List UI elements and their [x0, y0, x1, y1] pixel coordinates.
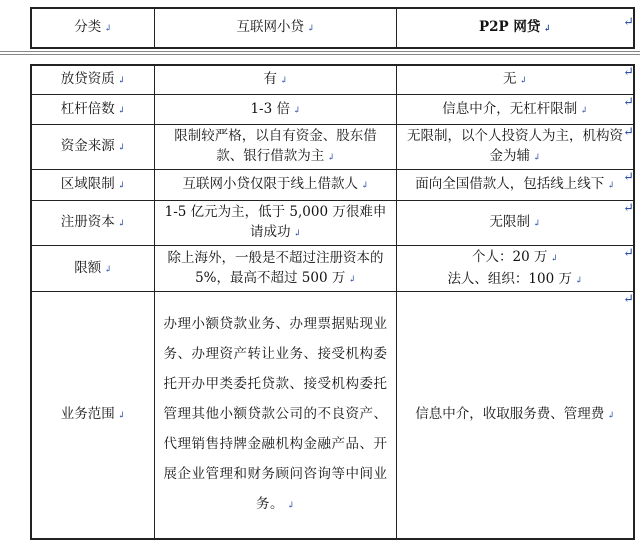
p2p-value: 信息中介，收取服务费、管理费 — [415, 406, 605, 422]
cell-end-mark: ↲ — [532, 219, 541, 229]
row-label: 杠杆倍数 — [60, 100, 115, 117]
row-end-mark: ↵ — [623, 201, 634, 216]
cell-end-mark: ↲ — [327, 153, 335, 163]
internet-loan-cell — [155, 170, 397, 201]
p2p-value: 信息中介，无杠杆限制 — [442, 100, 578, 117]
cell-end-mark: ↲ — [519, 76, 528, 86]
row-label-cell — [32, 292, 155, 539]
cell-end-mark: ↲ — [117, 143, 126, 153]
cell-end-mark: ↲ — [104, 264, 112, 275]
table-row — [32, 292, 634, 539]
header-category: 分类 — [74, 19, 102, 35]
cell-end-mark: ↲ — [117, 411, 126, 421]
header-col-b-cell — [397, 9, 634, 48]
row-label: 资金来源 — [60, 138, 115, 154]
header-category-cell — [32, 9, 155, 48]
cell-end-mark: ↲ — [117, 181, 126, 191]
p2p-value: 无 — [502, 71, 517, 87]
p2p-cell — [397, 170, 634, 201]
p2p-value: 面向全国借款人，包括线上线下 — [415, 176, 605, 192]
cell-end-mark: ↲ — [104, 24, 112, 34]
cell-end-mark: ↲ — [117, 105, 126, 116]
p2p-limit-individual — [401, 247, 629, 269]
table-row — [32, 66, 634, 95]
row-label-cell — [32, 246, 155, 292]
p2p-limit-individual-text: 个人：20 万 — [471, 248, 548, 265]
internet-loan-cell — [155, 246, 397, 292]
internet-loan-cell — [155, 125, 397, 170]
page-break-line — [0, 51, 640, 52]
p2p-cell — [397, 66, 634, 95]
internet-loan-cell — [155, 201, 397, 246]
cell-end-mark: ↲ — [348, 274, 356, 285]
internet-loan-value: 1-3 倍 — [250, 100, 290, 117]
row-label-cell — [32, 66, 155, 95]
row-end-mark: ↵ — [623, 246, 634, 261]
internet-loan-cell — [155, 66, 397, 95]
header-table — [31, 8, 634, 48]
comparison-table — [31, 65, 634, 539]
cell-end-mark: ↲ — [286, 501, 296, 511]
row-label: 放贷资质 — [60, 71, 115, 87]
internet-loan-value: 有 — [263, 71, 277, 87]
cell-end-mark: ↲ — [607, 411, 615, 421]
cell-end-mark: ↲ — [279, 76, 288, 86]
cell-end-mark: ↲ — [575, 275, 583, 286]
header-col-a: 互联网小贷 — [236, 19, 304, 35]
internet-loan-value: 限制较严格，以自有资金、股东借款、银行借款为主 — [174, 128, 377, 164]
cell-end-mark: ↲ — [117, 219, 126, 229]
cell-end-mark: ↲ — [532, 153, 541, 163]
cell-end-mark: ↲ — [293, 229, 302, 239]
p2p-cell — [397, 95, 634, 125]
header-col-a-cell — [155, 9, 397, 48]
p2p-limit-organization — [401, 269, 629, 291]
p2p-cell — [397, 201, 634, 246]
row-label: 限额 — [74, 259, 102, 276]
row-label-cell — [32, 170, 155, 201]
table-row — [32, 125, 634, 170]
internet-loan-value: 办理小额贷款业务、办理票据贴现业务、办理资产转让业务、接受机构委托开办甲类委托贷款、接受机构委托管理其他小额贷款公司的不良资产、代理销售持牌金融机构金融产品、开展企业管理和财务顾问咨询等中间业务。 — [163, 316, 388, 512]
cell-end-mark: ↲ — [543, 24, 551, 34]
row-end-mark: ↵ — [623, 125, 634, 140]
row-end-mark: ↵ — [623, 95, 634, 110]
row-label: 区域限制 — [60, 176, 115, 192]
p2p-cell — [397, 246, 634, 292]
p2p-cell — [397, 125, 634, 170]
row-label-cell — [32, 95, 155, 125]
row-label: 注册资本 — [60, 214, 115, 230]
cell-end-mark: ↲ — [117, 76, 126, 86]
cell-end-mark: ↲ — [550, 253, 559, 264]
table-row — [32, 201, 634, 246]
cell-end-mark: ↲ — [607, 181, 615, 191]
p2p-cell — [397, 292, 634, 539]
internet-loan-cell — [155, 95, 397, 125]
row-end-mark: ↵ — [623, 170, 634, 185]
row-end-mark: ↵ — [623, 15, 634, 30]
cell-end-mark: ↲ — [360, 181, 369, 191]
row-label-cell — [32, 201, 155, 246]
p2p-value: 无限制，以个人投资人为主，机构资金为辅 — [407, 128, 623, 164]
cell-end-mark: ↲ — [306, 24, 315, 34]
page-break-line — [0, 54, 640, 55]
internet-loan-value: 互联网小贷仅限于线上借款人 — [182, 176, 358, 192]
p2p-limit-organization-text: 法人、组织：100 万 — [447, 270, 572, 287]
row-label: 业务范围 — [60, 406, 115, 422]
table-row — [32, 246, 634, 292]
p2p-value: 无限制 — [489, 214, 530, 230]
internet-loan-cell — [155, 292, 397, 539]
internet-loan-value: 除上海外，一般是不超过注册资本的 5%，最高不超过 500 万 — [167, 249, 384, 286]
table-row — [32, 170, 634, 201]
header-row — [32, 9, 634, 48]
cell-end-mark: ↲ — [580, 105, 588, 116]
internet-loan-value: 1-5 亿元为主，低于 5,000 万很难申请成功 — [164, 204, 387, 240]
cell-end-mark: ↲ — [292, 105, 301, 116]
row-end-mark: ↵ — [623, 292, 634, 307]
row-label-cell — [32, 125, 155, 170]
header-col-b: P2P 网贷 — [479, 19, 541, 35]
row-end-mark: ↵ — [623, 65, 634, 80]
table-row — [32, 95, 634, 125]
